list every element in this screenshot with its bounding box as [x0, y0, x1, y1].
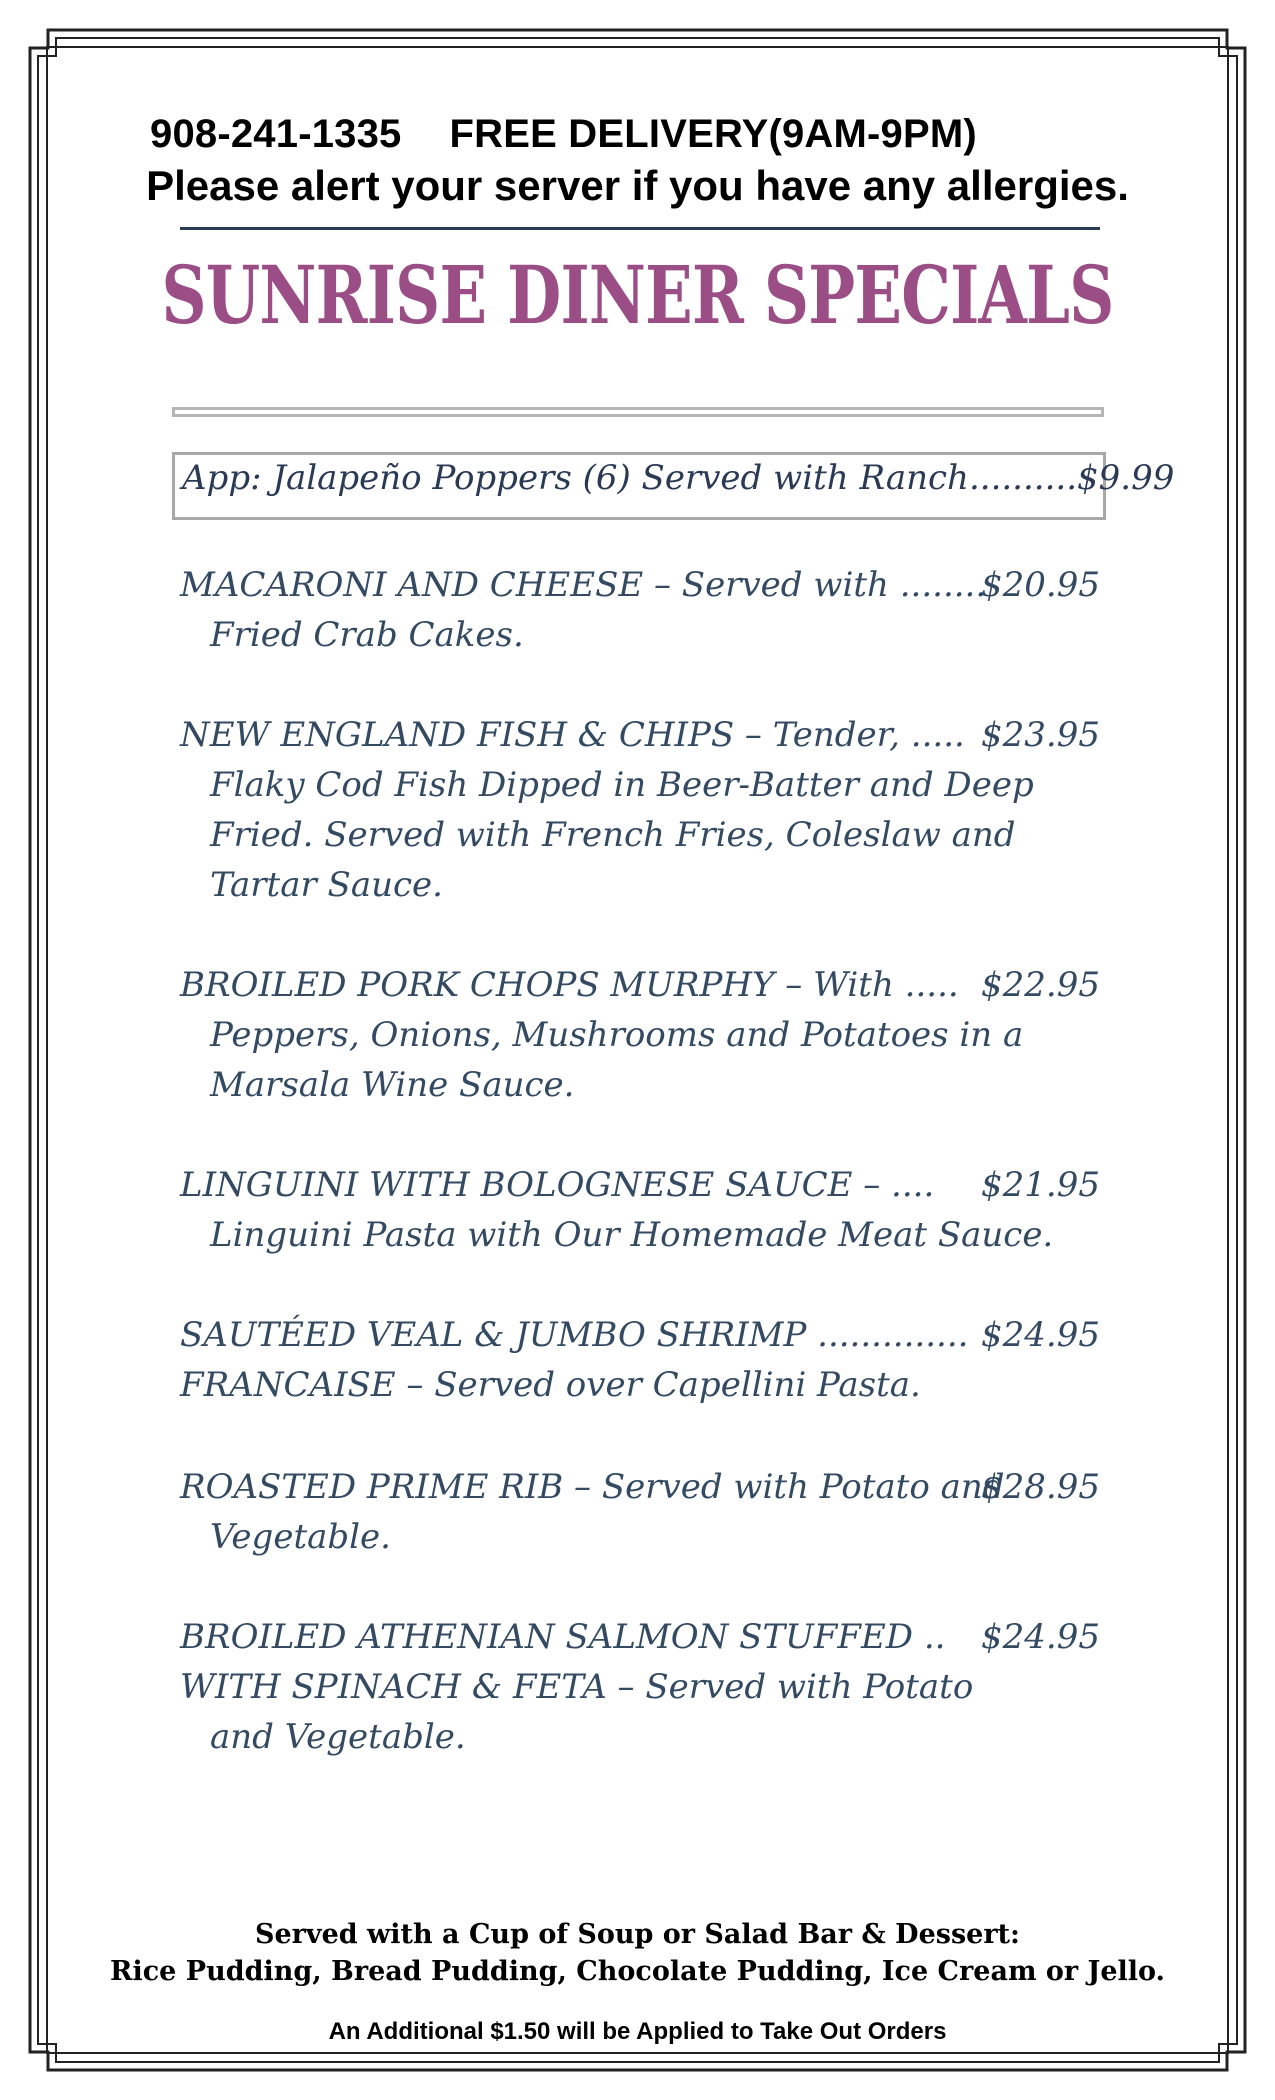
menu-item [180, 1160, 1100, 1260]
served-with-line: Served with a Cup of Soup or Salad Bar & Dessert: [255, 1919, 1020, 1950]
contact-line [150, 112, 1150, 157]
menu-item-name: BROILED PORK CHOPS MURPHY – With ..... [180, 965, 959, 1005]
delivery-hours: FREE DELIVERY(9AM-9PM) [449, 112, 977, 156]
takeout-note: An Additional $1.50 will be Applied to Take Out Orders [328, 2018, 947, 2045]
menu-item-heading [180, 710, 1100, 760]
menu-item-price: $24.95 [981, 1315, 1100, 1355]
title-divider [172, 407, 1104, 417]
menu-item [180, 1310, 1100, 1410]
menu-item-description: and Vegetable. [210, 1717, 466, 1757]
menu-item-description: Fried. Served with French Fries, Coleslaw and [210, 815, 1016, 855]
page-title: SUNRISE DINER SPECIALS [161, 248, 1114, 342]
menu-item-price: $21.95 [981, 1165, 1100, 1205]
menu-item-name: ROASTED PRIME RIB – Served with Potato and [180, 1467, 1005, 1507]
menu-item-name: SAUTÉED VEAL & JUMBO SHRIMP .............. [180, 1315, 969, 1355]
menu-item-description: Fried Crab Cakes. [210, 615, 524, 655]
menu-item [180, 960, 1100, 1110]
menu-item-name: NEW ENGLAND FISH & CHIPS – Tender, ..... [180, 715, 965, 755]
menu-item-heading [180, 1310, 1100, 1360]
menu-item-price: $22.95 [981, 965, 1100, 1005]
menu-item-description: Linguini Pasta with Our Homemade Meat Sauce. [210, 1215, 1054, 1255]
dessert-options: Rice Pudding, Bread Pudding, Chocolate Pudding, Ice Cream or Jello. [110, 1956, 1165, 1987]
menu-item-description: WITH SPINACH & FETA – Served with Potato [180, 1667, 974, 1707]
menu-item-name: MACARONI AND CHEESE – Served with ........ [180, 565, 987, 605]
menu-item-description: Flaky Cod Fish Dipped in Beer-Batter and Deep [210, 765, 1034, 805]
menu-item [180, 710, 1100, 910]
header-divider [180, 227, 1100, 230]
allergy-notice: Please alert your server if you have any allergies. [146, 162, 1129, 209]
phone-number: 908-241-1335 [150, 112, 402, 156]
menu-item-name: LINGUINI WITH BOLOGNESE SAUCE – .... [180, 1165, 935, 1205]
menu-item [180, 560, 1100, 660]
menu-item-price: $20.95 [981, 565, 1100, 605]
menu-item-name: BROILED ATHENIAN SALMON STUFFED .. [180, 1617, 946, 1657]
menu-item-heading [180, 560, 1100, 610]
menu-item-heading [180, 960, 1100, 1010]
menu-item [180, 1612, 1100, 1762]
menu-item-description: Tartar Sauce. [210, 865, 443, 905]
menu-item-heading [180, 1160, 1100, 1210]
menu-item-description: Vegetable. [210, 1517, 391, 1557]
appetizer-text: App: Jalapeño Poppers (6) Served with Ranch..........$9.99 [182, 458, 1175, 498]
menu-item-description: Peppers, Onions, Mushrooms and Potatoes in a [210, 1015, 1024, 1055]
menu-item-heading [180, 1612, 1100, 1662]
menu-item-description: Marsala Wine Sauce. [210, 1065, 575, 1105]
menu-item [180, 1462, 1100, 1562]
menu-item-price: $28.95 [981, 1467, 1100, 1507]
menu-item-description: FRANCAISE – Served over Capellini Pasta. [180, 1365, 921, 1405]
menu-item-price: $23.95 [981, 715, 1100, 755]
menu-item-heading [180, 1462, 1100, 1512]
served-with-note [0, 1916, 1275, 1990]
menu-item-price: $24.95 [981, 1617, 1100, 1657]
